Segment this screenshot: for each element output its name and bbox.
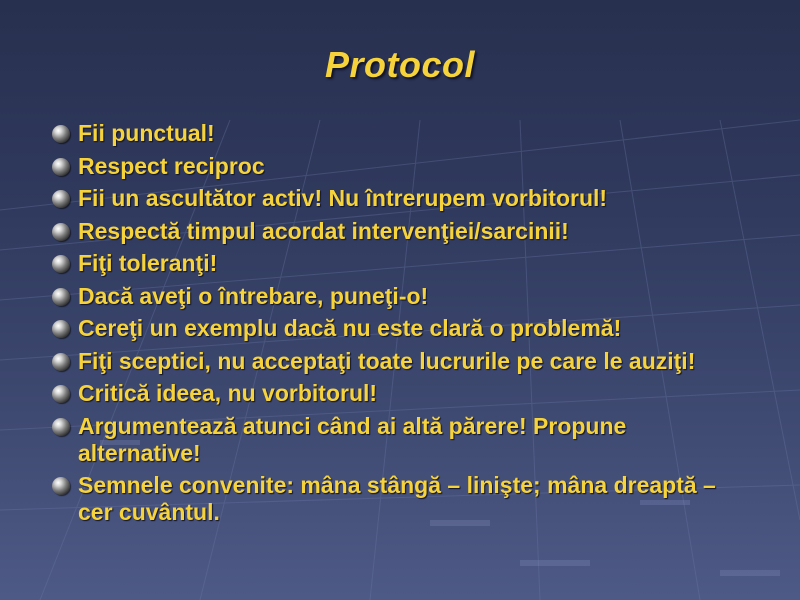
list-item <box>52 185 742 212</box>
sphere-bullet-icon <box>52 353 70 371</box>
sphere-bullet-icon <box>52 288 70 306</box>
sphere-bullet-icon <box>52 223 70 241</box>
bullet-text: Argumentează atunci când ai altă părere! Propune alternative! <box>78 412 627 466</box>
protocol-bullet-list <box>52 120 742 532</box>
sphere-bullet-icon <box>52 125 70 143</box>
bullet-text: Respect reciproc <box>78 152 265 179</box>
list-item <box>52 120 742 147</box>
sphere-bullet-icon <box>52 190 70 208</box>
sphere-bullet-icon <box>52 477 70 495</box>
list-item <box>52 413 742 467</box>
bullet-text: Fiţi toleranţi! <box>78 250 218 276</box>
bullet-text: Critică ideea, nu vorbitorul! <box>78 380 378 406</box>
bullet-text: Cereţi un exemplu dacă nu este clară o problemă! <box>78 315 622 341</box>
sphere-bullet-icon <box>52 320 70 338</box>
bullet-text: Fii un ascultător activ! Nu întrerupem vorbitorul! <box>78 185 608 211</box>
list-item <box>52 348 742 375</box>
list-item <box>52 250 742 277</box>
list-item <box>52 315 742 342</box>
list-item <box>52 153 742 180</box>
sphere-bullet-icon <box>52 158 70 176</box>
list-item <box>52 283 742 310</box>
sphere-bullet-icon <box>52 255 70 273</box>
list-item <box>52 380 742 407</box>
bullet-text: Dacă aveţi o întrebare, puneţi-o! <box>78 282 429 309</box>
sphere-bullet-icon <box>52 418 70 436</box>
list-item <box>52 218 742 245</box>
bullet-text: Fii punctual! <box>78 120 215 146</box>
bullet-text: Fiţi sceptici, nu acceptaţi toate lucrurile pe care le auziţi! <box>78 347 696 374</box>
sphere-bullet-icon <box>52 385 70 403</box>
list-item <box>52 472 742 526</box>
bullet-text: Semnele convenite: mâna stângă – linişte; mâna dreaptă – cer cuvântul. <box>78 472 716 525</box>
slide-title: Protocol <box>324 44 475 85</box>
bullet-text: Respectă timpul acordat intervenţiei/sarcinii! <box>78 217 569 244</box>
